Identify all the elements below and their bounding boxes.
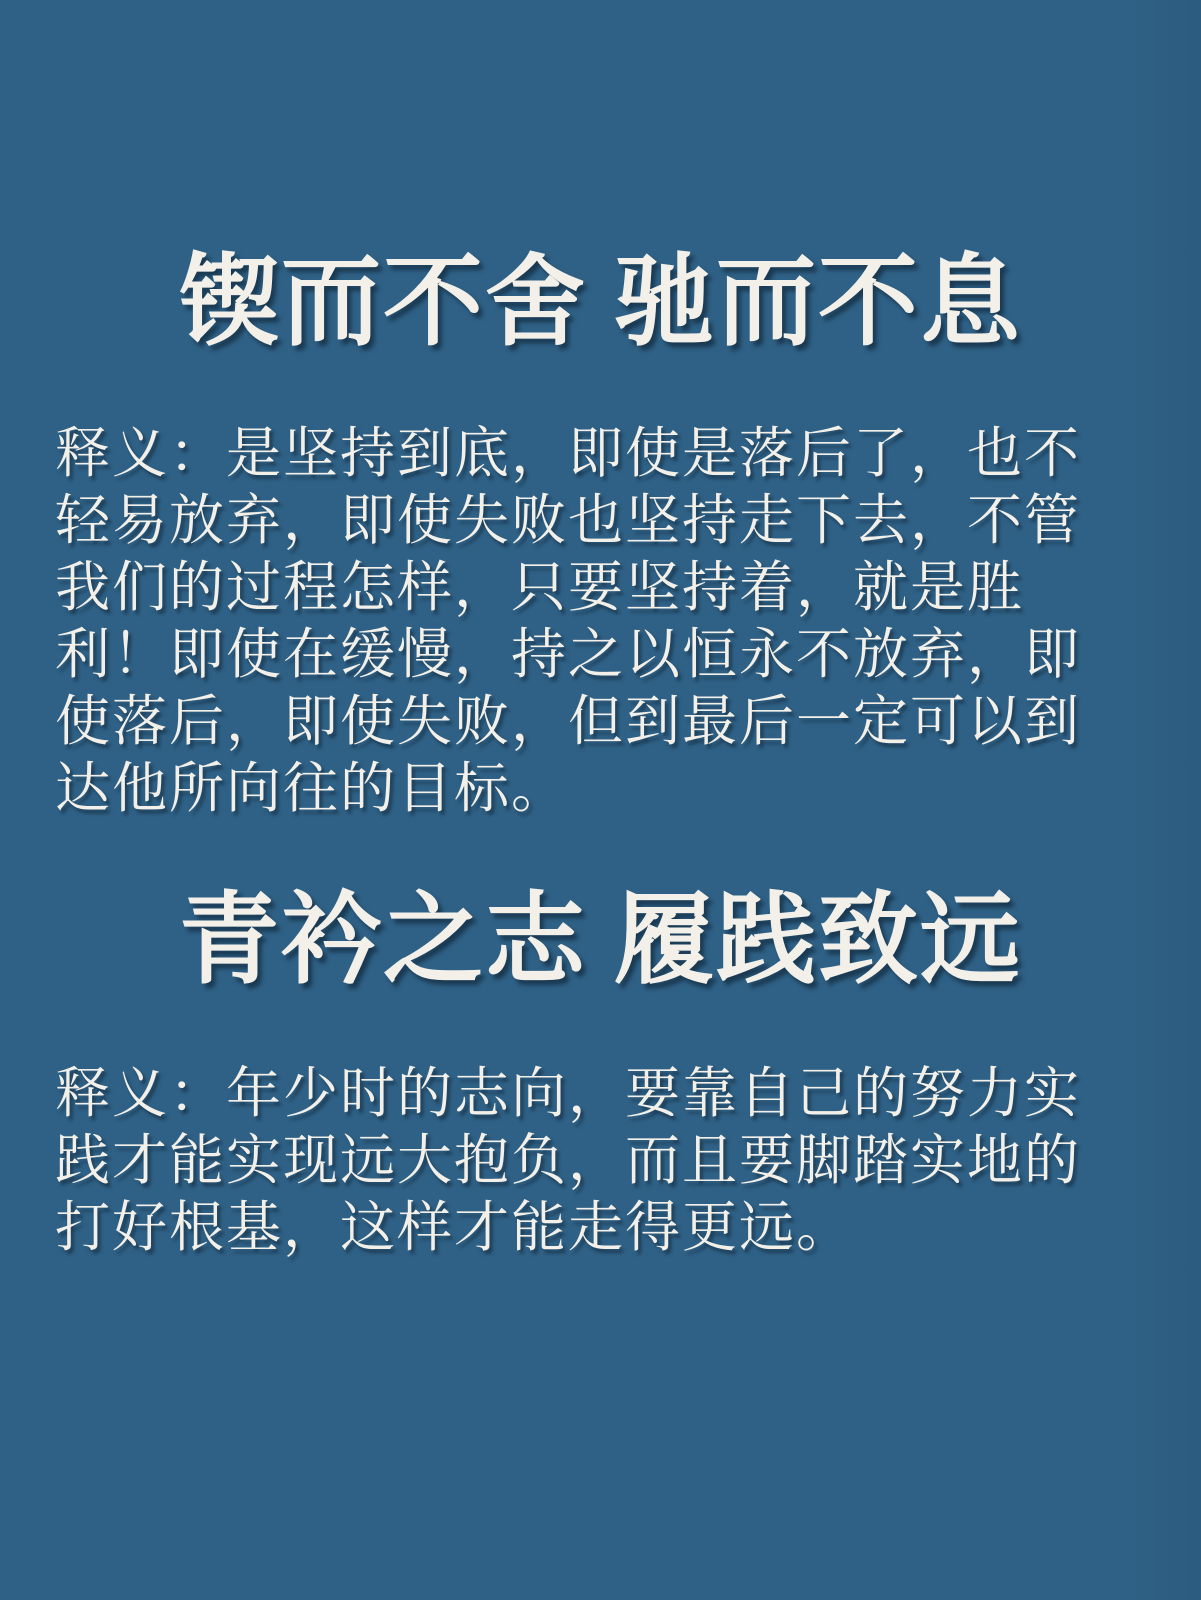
idiom-definition-1 <box>0 420 1201 822</box>
definition-2-line-2: 践才能实现远大抱负，而且要脚踏实地的 <box>55 1130 1082 1191</box>
idiom-definition-2 <box>0 1060 1201 1261</box>
definition-2-line-1: 释义：年少时的志向，要靠自己的努力实 <box>55 1063 1082 1124</box>
idiom-title-1: 锲而不舍 驰而不息 <box>179 247 1022 358</box>
definition-1-line-1: 释义：是坚持到底，即使是落后了，也不 <box>55 423 1082 484</box>
definition-1-line-3: 我们的过程怎样，只要坚持着，就是胜 <box>55 557 1025 618</box>
definition-1-line-6: 达他所向往的目标。 <box>55 758 569 819</box>
definition-1-line-5: 使落后，即使失败，但到最后一定可以到 <box>55 691 1082 752</box>
definition-1-line-2: 轻易放弃，即使失败也坚持走下去，不管 <box>55 490 1082 551</box>
definition-1-line-4: 利！即使在缓慢，持之以恒永不放弃，即 <box>55 624 1082 685</box>
idiom-title-2: 青衿之志 履践致远 <box>179 885 1022 996</box>
definition-2-line-3: 打好根基，这样才能走得更远。 <box>55 1197 854 1258</box>
